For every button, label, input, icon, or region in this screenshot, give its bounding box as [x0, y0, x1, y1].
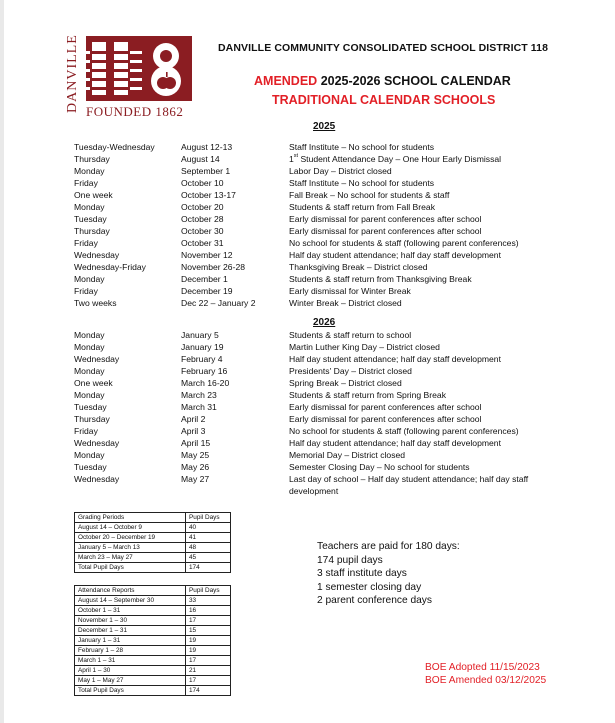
table-cell: 21: [186, 666, 231, 676]
calendar-2025-list: [74, 141, 544, 309]
row-event: Martin Luther King Day – District closed: [289, 342, 440, 352]
row-day: Monday: [74, 450, 105, 460]
row-day: Tuesday: [74, 214, 107, 224]
calendar-row: [74, 285, 544, 297]
grading-periods-table: [74, 512, 231, 573]
row-event: Early dismissal for Winter Break: [289, 286, 411, 296]
row-event: Half day student attendance; half day staff development: [289, 438, 501, 448]
table-header-cell: Pupil Days: [186, 586, 231, 596]
row-event: Staff Institute – No school for students: [289, 142, 435, 152]
table-row: [75, 686, 231, 696]
row-day: Monday: [74, 330, 105, 340]
calendar-row: [74, 297, 544, 309]
row-day: One week: [74, 378, 113, 388]
row-event: Students & staff return from Spring Break: [289, 390, 446, 400]
calendar-row: [74, 165, 544, 177]
teachers-paid-line: 3 staff institute days: [317, 568, 407, 580]
calendar-row: [74, 329, 544, 341]
row-date: October 31: [181, 238, 224, 248]
row-day: Wednesday-Friday: [74, 262, 146, 272]
table-cell: December 1 – 31: [75, 626, 186, 636]
row-event-ordinal: 1: [289, 154, 294, 164]
row-date: May 25: [181, 450, 210, 460]
table-cell: November 1 – 30: [75, 616, 186, 626]
row-date: November 12: [181, 250, 233, 260]
teachers-paid-line: 1 semester closing day: [317, 581, 422, 593]
row-date: March 16-20: [181, 378, 230, 388]
table-row: [75, 616, 231, 626]
row-date: October 10: [181, 178, 224, 188]
table-cell: 174: [186, 686, 231, 696]
row-event: No school for students & staff (following parent conferences): [289, 238, 519, 248]
calendar-row: [74, 201, 544, 213]
logo-118-graphic: [86, 36, 192, 101]
row-event: Presidents' Day – District closed: [289, 366, 412, 376]
table-cell: May 1 – May 27: [75, 676, 186, 686]
row-event: Winter Break – District closed: [289, 298, 402, 308]
table-row: [75, 636, 231, 646]
row-date: December 19: [181, 286, 233, 296]
calendar-row: [74, 341, 544, 353]
row-date: May 27: [181, 474, 210, 484]
row-day: Tuesday-Wednesday: [74, 142, 155, 152]
table-cell: Total Pupil Days: [75, 686, 186, 696]
table-cell: 17: [186, 616, 231, 626]
table-cell: April 1 – 30: [75, 666, 186, 676]
district-name: DANVILLE COMMUNITY CONSOLIDATED SCHOOL DISTRICT 118: [218, 42, 549, 54]
row-day: Thursday: [74, 154, 110, 164]
row-date: April 3: [181, 426, 206, 436]
attendance-reports-table: [74, 585, 231, 696]
calendar-row: [74, 389, 544, 401]
calendar-row: [74, 461, 544, 473]
table-row: [75, 646, 231, 656]
calendar-row: [74, 377, 544, 389]
row-date: August 14: [181, 154, 220, 164]
table-cell: 45: [186, 553, 231, 563]
table-row: [75, 563, 231, 573]
row-day: Monday: [74, 342, 105, 352]
table-cell: 15: [186, 626, 231, 636]
row-event: Early dismissal for parent conferences after school: [289, 402, 482, 412]
row-date: October 20: [181, 202, 224, 212]
table-cell: October 1 – 31: [75, 606, 186, 616]
table-cell: 19: [186, 636, 231, 646]
table-cell: 48: [186, 543, 231, 553]
teachers-paid-line: Teachers are paid for 180 days:: [317, 541, 460, 552]
table-cell: March 1 – 31: [75, 656, 186, 666]
row-date: May 26: [181, 462, 210, 472]
row-event: [289, 153, 501, 165]
row-event: Semester Closing Day – No school for students: [289, 462, 470, 472]
calendar-row: [74, 353, 544, 365]
row-date: November 26-28: [181, 262, 246, 272]
logo-vertical-text: DANVILLE: [65, 34, 80, 114]
table-row: [75, 543, 231, 553]
calendar-2026-list: [74, 329, 544, 497]
teachers-paid-line: 174 pupil days: [317, 554, 383, 566]
table-header-cell: Grading Periods: [75, 513, 186, 523]
table-cell: 40: [186, 523, 231, 533]
row-event: Students & staff return from Thanksgiving Break: [289, 274, 472, 284]
table-row: [75, 676, 231, 686]
row-day: Thursday: [74, 226, 110, 236]
calendar-row: [74, 413, 544, 425]
calendar-row: [74, 177, 544, 189]
table-row: [75, 606, 231, 616]
calendar-row: [74, 261, 544, 273]
table-cell: January 1 – 31: [75, 636, 186, 646]
row-event: Fall Break – No school for students & staff: [289, 190, 450, 200]
row-event: Students & staff return to school: [289, 330, 412, 340]
row-day: Tuesday: [74, 402, 107, 412]
row-event: Early dismissal for parent conferences after school: [289, 226, 482, 236]
row-event: Thanksgiving Break – District closed: [289, 262, 428, 272]
row-day: Friday: [74, 178, 98, 188]
row-event: Labor Day – District closed: [289, 166, 392, 176]
calendar-row: [74, 449, 544, 461]
table-cell: 17: [186, 656, 231, 666]
calendar-row: [74, 401, 544, 413]
row-event: Half day student attendance; half day staff development: [289, 250, 501, 260]
row-event: Memorial Day – District closed: [289, 450, 406, 460]
calendar-row: [74, 437, 544, 449]
row-day: Monday: [74, 366, 105, 376]
calendar-row: [74, 237, 544, 249]
calendar-row: [74, 365, 544, 377]
table-cell: 174: [186, 563, 231, 573]
row-event-text: Student Attendance Day – One Hour Early Dismissal: [298, 154, 502, 164]
row-day: Friday: [74, 238, 98, 248]
row-date: February 16: [181, 366, 228, 376]
table-header-row: [75, 586, 231, 596]
table-row: [75, 523, 231, 533]
row-day: Monday: [74, 202, 105, 212]
row-day: Two weeks: [74, 298, 117, 308]
row-date: December 1: [181, 274, 228, 284]
boe-amended: BOE Amended 03/12/2025: [425, 675, 547, 686]
row-date: October 28: [181, 214, 224, 224]
row-date: October 13-17: [181, 190, 236, 200]
table-row: [75, 626, 231, 636]
row-day: Tuesday: [74, 462, 107, 472]
row-event: No school for students & staff (following parent conferences): [289, 426, 519, 436]
calendar-title: [254, 74, 511, 88]
year-2025-heading: 2025: [313, 121, 336, 132]
calendar-row: [74, 473, 544, 497]
row-date: March 23: [181, 390, 217, 400]
calendar-row: [74, 225, 544, 237]
row-day: Friday: [74, 426, 98, 436]
row-day: Monday: [74, 166, 105, 176]
row-date: January 19: [181, 342, 224, 352]
table-cell: 17: [186, 676, 231, 686]
calendar-row: [74, 189, 544, 201]
row-date: August 12-13: [181, 142, 233, 152]
table-header-row: [75, 513, 231, 523]
row-event: Early dismissal for parent conferences after school: [289, 414, 482, 424]
row-date: January 5: [181, 330, 219, 340]
year-2026-heading: 2026: [313, 317, 336, 328]
teachers-paid-line: 2 parent conference days: [317, 595, 432, 607]
table-cell: March 23 – May 27: [75, 553, 186, 563]
calendar-row: [74, 249, 544, 261]
logo-founded-text: FOUNDED 1862: [86, 104, 184, 119]
table-cell: August 14 – October 9: [75, 523, 186, 533]
row-day: Friday: [74, 286, 98, 296]
table-cell: 41: [186, 533, 231, 543]
row-event: Students & staff return from Fall Break: [289, 202, 435, 212]
row-date: February 4: [181, 354, 223, 364]
row-day: Wednesday: [74, 474, 120, 484]
table-cell: February 1 – 28: [75, 646, 186, 656]
table-cell: 16: [186, 606, 231, 616]
row-date: April 15: [181, 438, 211, 448]
table-row: [75, 656, 231, 666]
table-cell: January 5 – March 13: [75, 543, 186, 553]
row-day: Monday: [74, 274, 105, 284]
calendar-row: [74, 213, 544, 225]
calendar-row: [74, 153, 544, 165]
row-day: Wednesday: [74, 354, 120, 364]
page-edge: [0, 0, 4, 723]
table-cell: 33: [186, 596, 231, 606]
row-date: March 31: [181, 402, 217, 412]
row-date: Dec 22 – January 2: [181, 298, 256, 308]
table-cell: October 20 – December 19: [75, 533, 186, 543]
row-day: Wednesday: [74, 438, 120, 448]
boe-adopted: BOE Adopted 11/15/2023: [425, 662, 540, 673]
row-event: Early dismissal for parent conferences after school: [289, 214, 482, 224]
calendar-title-text: 2025-2026 SCHOOL CALENDAR: [320, 74, 511, 88]
table-cell: 19: [186, 646, 231, 656]
calendar-subtitle: TRADITIONAL CALENDAR SCHOOLS: [272, 93, 496, 107]
table-row: [75, 666, 231, 676]
district-logo: [86, 36, 192, 101]
table-header-cell: Attendance Reports: [75, 586, 186, 596]
row-event-ordinal-suffix: st: [293, 153, 299, 159]
table-row: [75, 553, 231, 563]
row-day: Monday: [74, 390, 105, 400]
row-event: Half day student attendance; half day staff development: [289, 354, 501, 364]
table-cell: August 14 – September 30: [75, 596, 186, 606]
row-day: Thursday: [74, 414, 110, 424]
amended-label: AMENDED: [254, 74, 318, 88]
calendar-row: [74, 273, 544, 285]
teachers-paid-summary: [317, 540, 460, 608]
row-event: Spring Break – District closed: [289, 378, 402, 388]
row-date: September 1: [181, 166, 231, 176]
table-row: [75, 596, 231, 606]
row-date: April 2: [181, 414, 206, 424]
table-cell: Total Pupil Days: [75, 563, 186, 573]
table-header-cell: Pupil Days: [186, 513, 231, 523]
row-event: Staff Institute – No school for students: [289, 178, 435, 188]
calendar-row: [74, 141, 544, 153]
calendar-row: [74, 425, 544, 437]
row-date: October 30: [181, 226, 224, 236]
row-event: Last day of school – Half day student attendance; half day staff development: [289, 474, 529, 496]
row-day: One week: [74, 190, 113, 200]
table-row: [75, 533, 231, 543]
boe-dates: [425, 661, 546, 687]
row-day: Wednesday: [74, 250, 120, 260]
